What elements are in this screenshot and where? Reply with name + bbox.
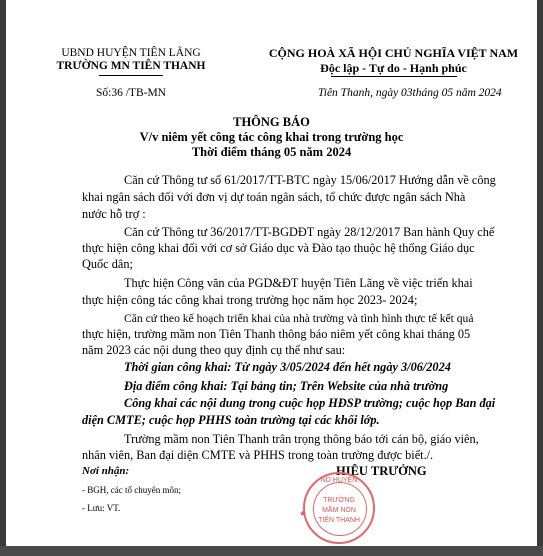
paragraph-3-line-1: Thực hiện Công văn của PGD&ĐT huyện Tiên Lãng về việc triển khai (124, 276, 473, 290)
seal-star-icon: ★ (299, 509, 307, 518)
school-seal (299, 472, 375, 544)
document-page (6, 0, 537, 546)
school-name: TRƯỜNG MN TIÊN THANH (56, 60, 206, 72)
seal-line-1: TRƯỜNG (323, 497, 355, 504)
country-name: CỘNG HOÀ XÃ HỘI CHỦ NGHĨA VIỆT NAM (268, 46, 519, 60)
seal-top-text: ND HUYỆN (320, 477, 358, 484)
recipient-item: - BGH, các tổ chuyên môn; (82, 485, 181, 495)
paragraph-2-line-1: Căn cứ Thông tư 36/2017/TT-BGDĐT ngày 28/12/2017 Ban hành Quy chế (124, 225, 495, 239)
document-heading: THÔNG BÁO (233, 115, 310, 129)
place-date: Tiên Thanh, ngày 03tháng 05 năm 2024 (318, 87, 502, 99)
public-content-line-2: diện CMTE; cuộc họp PHHS toàn trường tại các khối lớp. (82, 413, 380, 427)
document-number: Số:36 /TB-MN (96, 87, 166, 99)
national-motto: Độc lập - Tự do - Hạnh phúc (320, 61, 467, 75)
closing-line-2: nhân viên, Ban đại diện CMTE và PHHS trong toàn trường được biết./. (82, 448, 434, 462)
public-time: Thời gian công khai: Từ ngày 3/05/2024 đến hết ngày 3/06/2024 (124, 360, 451, 374)
paragraph-2-line-2: thực hiện công khai đối với cơ sở Giáo dục và Đào tạo thuộc hệ thống Giáo dục (82, 241, 475, 255)
agency-name: UBND HUYỆN TIÊN LÃNG (61, 47, 201, 59)
paragraph-1-line-3: nước hỗ trợ : (82, 207, 146, 221)
motto-underline (331, 76, 457, 77)
paragraph-4-line-2: thực hiện, trường mầm non Tiên Thanh thông báo niêm yết công khai tháng 05 (82, 327, 471, 341)
paragraph-1-line-2: khai ngân sách đối với đơn vị dự toán ngân sách, tổ chức được ngân sách Nhà (82, 190, 466, 204)
school-underline (99, 75, 163, 76)
seal-line-2: MẦM NON (322, 507, 356, 514)
paragraph-3-line-2: thực hiện công tác công khai trong trường học năm học 2023- 2024; (82, 293, 418, 307)
paragraph-4-line-3: năm 2023 các nội dung theo quy định cụ thể như sau: (82, 343, 346, 357)
recipient-item: - Lưu: VT. (82, 503, 121, 513)
paragraph-4-line-1: Căn cứ theo kế hoạch triển khai của nhà trường và tình hình thực tế kết quả (124, 312, 474, 325)
paragraph-2-line-3: Quốc dân; (82, 257, 133, 271)
public-place: Địa điểm công khai: Tại bảng tin; Trên Website của nhà trường (124, 379, 449, 393)
public-content-line-1: Công khai các nội dung trong cuộc họp HĐSP trường; cuộc họp Ban đại (124, 396, 496, 410)
paragraph-1-line-1: Căn cứ Thông tư số 61/2017/TT-BTC ngày 15/06/2017 Hướng dẫn về công (124, 173, 496, 187)
signature-title: HIỆU TRƯỞNG (336, 464, 427, 478)
recipients-label: Nơi nhận: (82, 465, 130, 477)
viewer-frame (0, 546, 543, 556)
seal-line-3: TIÊN THANH (318, 517, 360, 524)
document-period: Thời điểm tháng 05 năm 2024 (191, 145, 352, 159)
document-subject: V/v niêm yết công tác công khai trong trường học (139, 130, 404, 144)
closing-line-1: Trường mầm non Tiên Thanh trân trọng thông báo tới cán bộ, giáo viên, (124, 432, 479, 446)
